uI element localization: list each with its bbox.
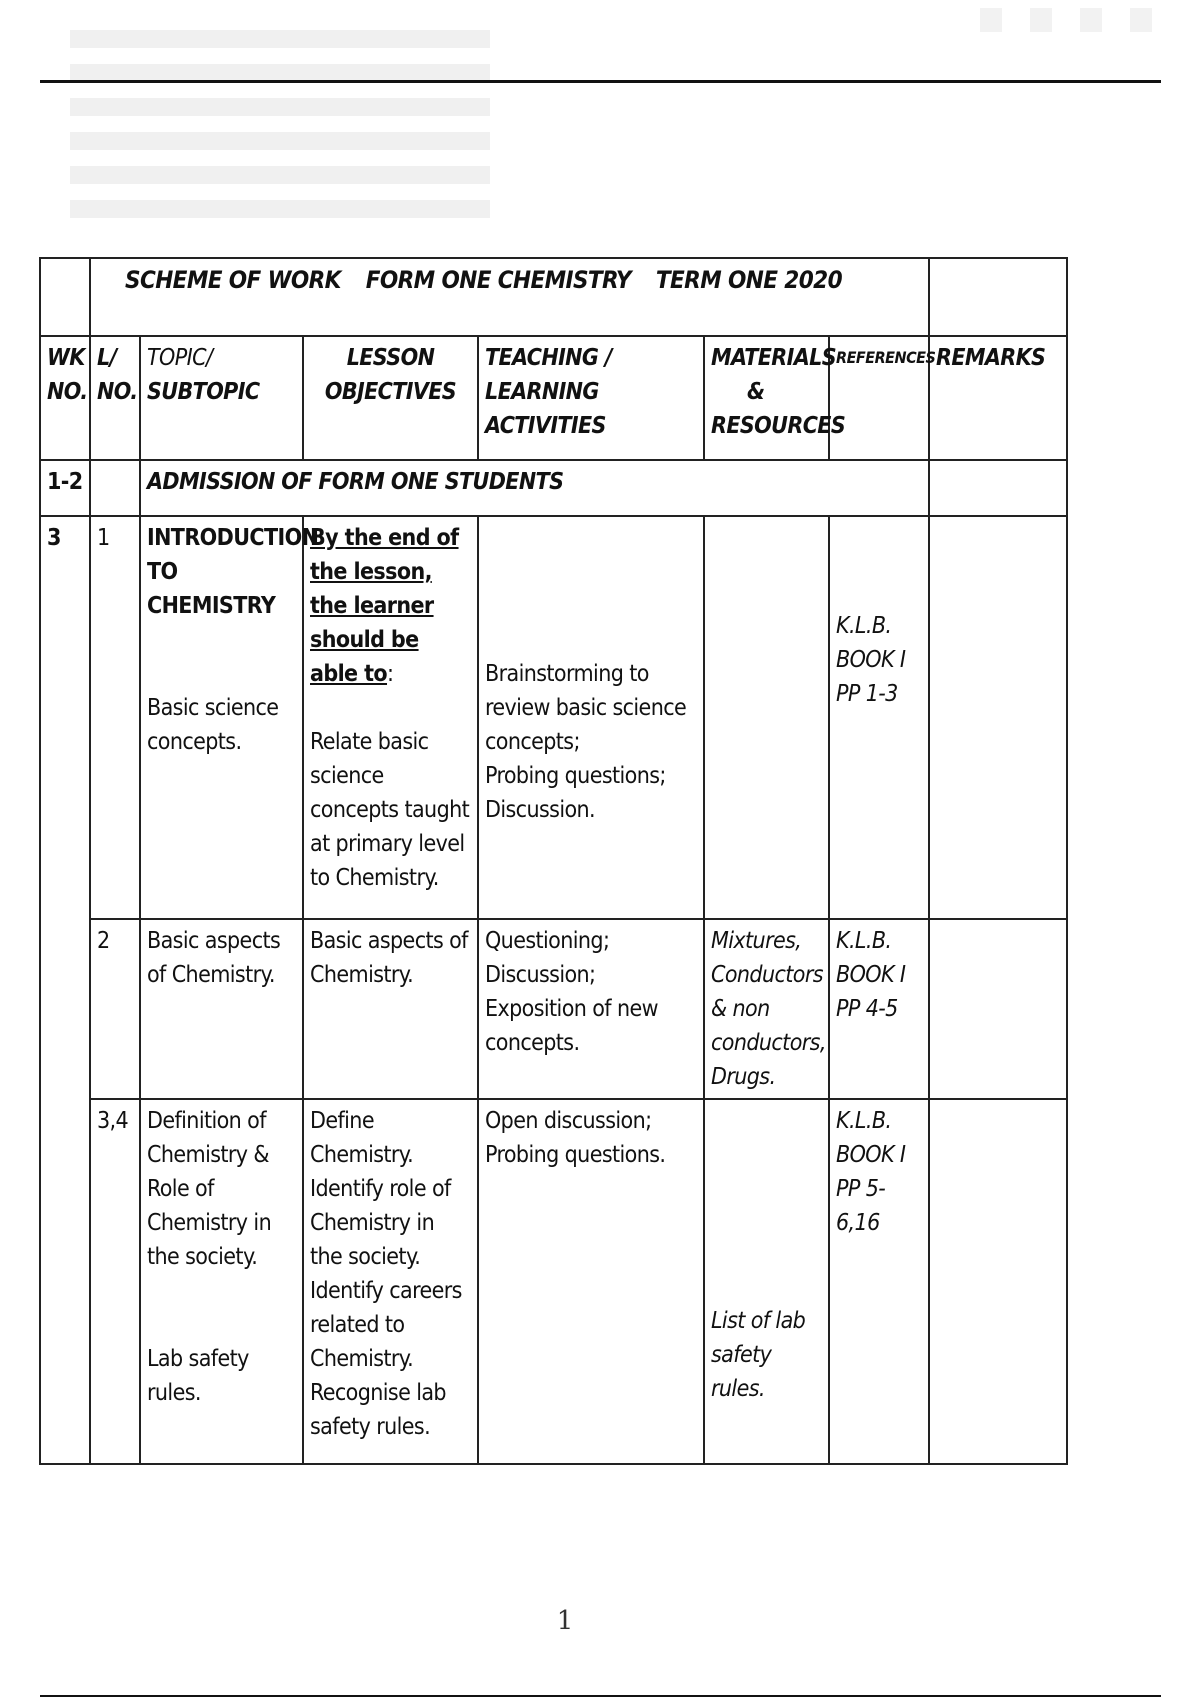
activity-item: Open discussion; bbox=[485, 1108, 652, 1134]
bottom-rule bbox=[40, 1695, 1161, 1697]
objective-text: Define Chemistry. bbox=[310, 1108, 414, 1168]
header-week-number: WK NO. bbox=[40, 336, 90, 460]
topic-cell bbox=[140, 516, 319, 919]
materials-cell bbox=[704, 516, 829, 919]
header-remarks: REMARKS bbox=[929, 336, 1067, 460]
title-cell bbox=[90, 258, 929, 336]
activity-item: Questioning; bbox=[485, 928, 610, 954]
header-lesson-number: L/ NO. bbox=[90, 336, 140, 460]
remarks-cell bbox=[929, 1099, 1067, 1464]
admission-week-number: 1-2 bbox=[40, 460, 90, 516]
lesson-row bbox=[40, 516, 1067, 919]
objective-text: Recognise lab safety rules. bbox=[310, 1380, 446, 1440]
remarks-cell bbox=[929, 919, 1067, 1099]
references-cell: K.L.B. BOOK I PP 5-6,16 bbox=[829, 1099, 929, 1464]
title-empty-cell bbox=[40, 258, 90, 336]
admission-remarks-cell bbox=[929, 460, 1067, 516]
activity-item: Discussion. bbox=[485, 797, 596, 823]
activity-item: Brainstorming to review basic science concepts; bbox=[485, 661, 687, 755]
lesson-number: 1 bbox=[90, 516, 140, 919]
objective-text: Basic aspects of Chemistry. bbox=[303, 919, 478, 1099]
admission-empty-cell bbox=[90, 460, 140, 516]
page-number: 1 bbox=[556, 1606, 574, 1636]
admission-text: ADMISSION OF FORM ONE STUDENTS bbox=[140, 460, 929, 516]
faint-letterhead-watermark bbox=[70, 30, 490, 230]
objectives-cell bbox=[303, 1099, 478, 1464]
scheme-of-work-table bbox=[39, 257, 1068, 1465]
topic-title: INTRODUCTION TO CHEMISTRY bbox=[147, 525, 319, 619]
activity-item: Exposition of new concepts. bbox=[485, 996, 658, 1056]
references-cell: K.L.B. BOOK I PP 4-5 bbox=[829, 919, 929, 1099]
objective-text: Identify careers related to Chemistry. bbox=[310, 1278, 462, 1372]
materials-cell: List of lab safety rules. bbox=[704, 1099, 829, 1464]
topic-cell bbox=[140, 1099, 303, 1464]
faint-corner-watermark bbox=[980, 8, 1170, 32]
activities-cell bbox=[478, 1099, 704, 1464]
lesson-number: 2 bbox=[90, 919, 140, 1099]
activities-cell bbox=[478, 919, 704, 1099]
lesson-number: 3,4 bbox=[90, 1099, 140, 1464]
header-references: REFERENCES bbox=[829, 336, 929, 460]
references-cell: K.L.B. BOOK I PP 1-3 bbox=[829, 516, 929, 919]
title-row bbox=[40, 258, 1067, 336]
header-topic-subtopic: TOPIC/ SUBTOPIC bbox=[140, 336, 303, 460]
activities-cell bbox=[478, 516, 704, 919]
title-subject: FORM ONE CHEMISTRY bbox=[365, 266, 631, 294]
objective-text: Identify role of Chemistry in the society. bbox=[310, 1176, 451, 1270]
header-materials-resources: MATERIALS & RESOURCES bbox=[704, 336, 829, 460]
objective-text: Relate basic science concepts taught at primary level to Chemistry. bbox=[310, 729, 470, 891]
header-lesson-objectives: LESSON OBJECTIVES bbox=[303, 336, 478, 460]
objectives-cell: By the end of the lesson, the learner should be able to: Relate basic science concepts taught at primary level to Chemistry. bbox=[303, 516, 478, 919]
objectives-intro: By the end of the lesson, the learner should be able to bbox=[310, 525, 459, 687]
title-remarks-empty-cell bbox=[929, 258, 1067, 336]
remarks-cell bbox=[929, 516, 1067, 919]
subtopic: Definition of Chemistry & Role of Chemistry in the society. bbox=[147, 1108, 272, 1270]
subtopic: Lab safety rules. bbox=[147, 1346, 249, 1406]
top-rule bbox=[40, 80, 1161, 83]
materials-cell: Mixtures, Conductors & non conductors, Drugs. bbox=[704, 919, 829, 1099]
week-number: 3 bbox=[40, 516, 90, 1464]
lesson-row bbox=[40, 919, 1067, 1099]
title-term: TERM ONE 2020 bbox=[655, 266, 842, 294]
subtopic: Basic aspects of Chemistry. bbox=[140, 919, 303, 1099]
activity-item: Probing questions. bbox=[485, 1142, 666, 1168]
subtopic: Basic science concepts. bbox=[147, 695, 279, 755]
lesson-row bbox=[40, 1099, 1067, 1464]
title-scheme-of-work: SCHEME OF WORK bbox=[125, 266, 341, 294]
header-row bbox=[40, 336, 1067, 460]
activity-item: Probing questions; bbox=[485, 763, 666, 789]
admission-row bbox=[40, 460, 1067, 516]
header-teaching-learning-activities: TEACHING / LEARNING ACTIVITIES bbox=[478, 336, 704, 460]
activity-item: Discussion; bbox=[485, 962, 596, 988]
